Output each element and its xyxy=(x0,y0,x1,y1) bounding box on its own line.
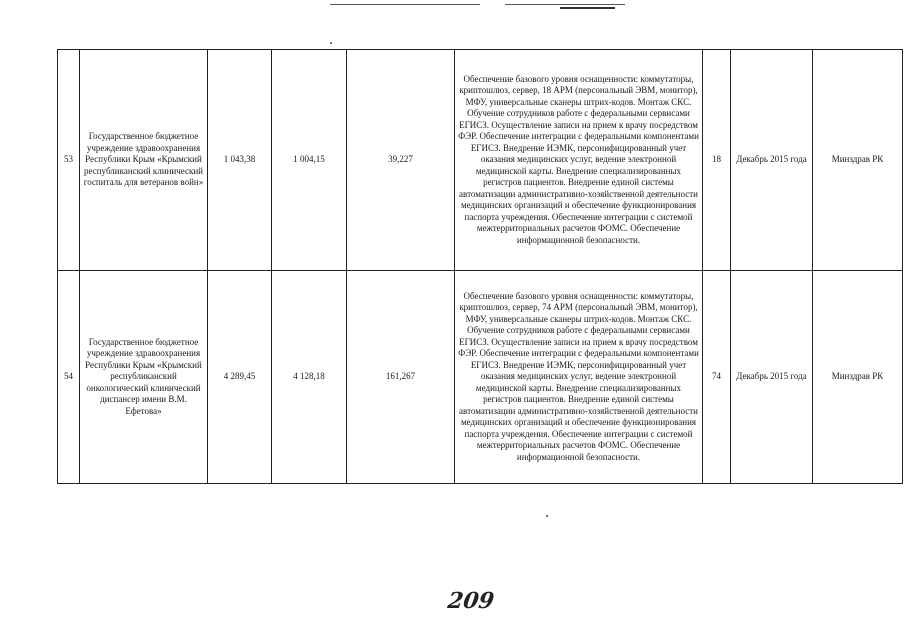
total-cost: 1 043,38 xyxy=(208,50,272,271)
scan-speck xyxy=(330,42,332,44)
table-row xyxy=(58,50,903,271)
handwritten-page-number: 209 xyxy=(446,588,496,614)
institution-name: Государственное бюджетное учреждение здравоохранения Республики Крым «Крымский республиканский клинический госпиталь для ветеранов войн» xyxy=(80,50,208,271)
deadline: Декабрь 2015 года xyxy=(731,50,813,271)
top-scan-line xyxy=(505,4,625,5)
regional-cost: 39,227 xyxy=(347,50,455,271)
regional-cost: 161,267 xyxy=(347,271,455,484)
row-number: 53 xyxy=(58,50,80,271)
table-row xyxy=(58,271,903,484)
program-table xyxy=(57,49,903,484)
responsible-body: Минздрав РК xyxy=(813,50,903,271)
row-number: 54 xyxy=(58,271,80,484)
total-cost: 4 289,45 xyxy=(208,271,272,484)
federal-cost: 4 128,18 xyxy=(272,271,347,484)
federal-cost: 1 004,15 xyxy=(272,50,347,271)
institution-name: Государственное бюджетное учреждение здравоохранения Республики Крым «Крымский республиканский онкологический клинический диспансер имени В.М. Ефетова» xyxy=(80,271,208,484)
workstation-count: 18 xyxy=(703,50,731,271)
top-scan-line xyxy=(330,4,480,5)
top-scan-line xyxy=(560,7,615,9)
workstation-count: 74 xyxy=(703,271,731,484)
measures-description: Обеспечение базового уровня оснащенности: коммутаторы, криптошлюз, сервер, 74 АРМ (персональный ЭВМ, монитор), МФУ, универсальные сканеры штрих-кодов. Монтаж СКС. Обучение сотрудников работе с федеральными сервисами ЕГИСЗ. Осуществление записи на прием к врачу посредством ФЭР. Обеспечение интеграции с федеральными компонентами ЕГИСЗ. Внедрение ИЭМК, персонифицированный учет оказания медицинских услуг, ведение электронной медицинской карты. Внедрение специализированных регистров пациентов. Внедрение единой системы автоматизации административно-хозяйственной деятельности медицинских организаций и обеспечение функционирования паспорта учреждения. Обеспечение интеграции с системой межтерриториальных расчетов ФОМС. Обеспечение информационной безопасности. xyxy=(455,271,703,484)
deadline: Декабрь 2015 года xyxy=(731,271,813,484)
responsible-body: Минздрав РК xyxy=(813,271,903,484)
scan-speck xyxy=(546,515,548,517)
measures-description: Обеспечение базового уровня оснащенности: коммутаторы, криптошлюз, сервер, 18 АРМ (персональный ЭВМ, монитор), МФУ, универсальные сканеры штрих-кодов. Монтаж СКС. Обучение сотрудников работе с федеральными сервисами ЕГИСЗ. Осуществление записи на прием к врачу посредством ФЭР. Обеспечение интеграции с федеральными компонентами ЕГИСЗ. Внедрение ИЭМК, персонифицированный учет оказания медицинских услуг, ведение электронной медицинской карты. Внедрение специализированных регистров пациентов. Внедрение единой системы автоматизации административно-хозяйственной деятельности медицинских организаций и обеспечение функционирования паспорта учреждения. Обеспечение интеграции с системой межтерриториальных расчетов ФОМС. Обеспечение информационной безопасности. xyxy=(455,50,703,271)
